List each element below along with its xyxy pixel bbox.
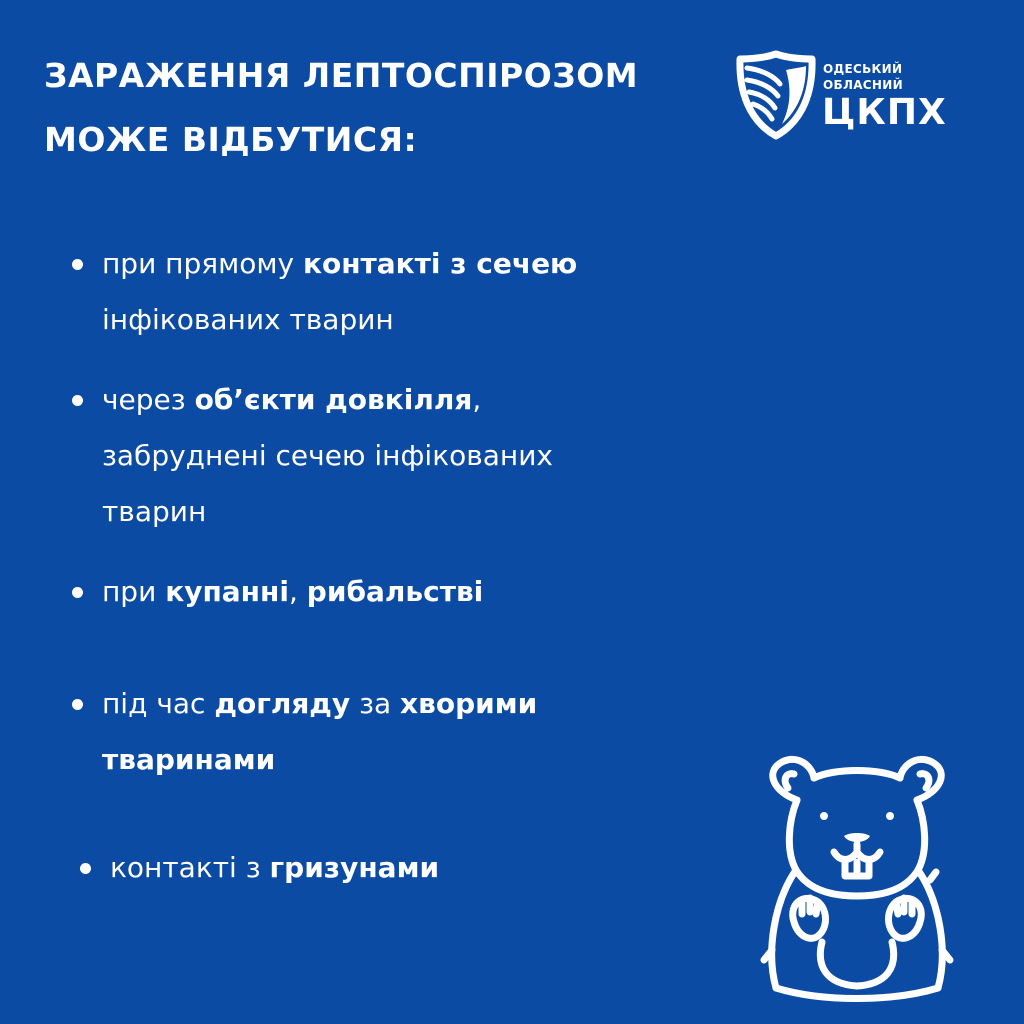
item-emphasis: хворими [400,687,538,720]
logo-text-line-2: ОБЛАСНИЙ [823,78,903,92]
logo-text-line-1: ОДЕСЬКИЙ [823,62,903,76]
item-line: інфікованих тварин [102,303,394,336]
title-line-2: МОЖЕ ВІДБУТИСЯ: [44,120,418,159]
item-line: забруднені сечею інфікованих [102,439,553,472]
item-line: тварин [102,495,207,528]
list-item [102,372,722,540]
list-item [102,564,722,620]
item-text: під час [102,687,215,720]
rodent-icon [752,752,962,1004]
item-line [102,676,722,732]
item-emphasis: тваринами [102,743,276,776]
list-item [102,676,722,788]
bullet-icon [72,699,83,710]
bullet-icon [72,587,83,598]
item-line [102,564,722,620]
item-emphasis: купанні [165,575,289,608]
bullet-icon [72,259,83,270]
item-text: при прямому [102,247,303,280]
item-text: , [472,383,482,416]
bullet-icon [72,395,83,406]
item-text: при [102,575,166,608]
item-emphasis: об’єкти довкілля [194,383,473,416]
item-emphasis: контакті з сечею [302,247,578,280]
item-emphasis: рибальстві [306,575,484,608]
item-line [110,840,730,896]
item-text: контакті з [110,851,270,884]
item-emphasis: гризунами [269,851,440,884]
list-item [102,236,722,348]
item-text: через [102,383,195,416]
item-emphasis: догляду [214,687,351,720]
item-line [102,372,722,428]
item-text: за [350,687,401,720]
title-line-1: ЗАРАЖЕННЯ ЛЕПТОСПІРОЗОМ [44,56,639,95]
item-text: , [288,575,307,608]
item-line [102,732,722,788]
list-item [110,840,730,896]
logo-abbreviation: ЦКПХ [822,92,947,133]
item-line [102,236,722,292]
bullet-icon [80,863,91,874]
